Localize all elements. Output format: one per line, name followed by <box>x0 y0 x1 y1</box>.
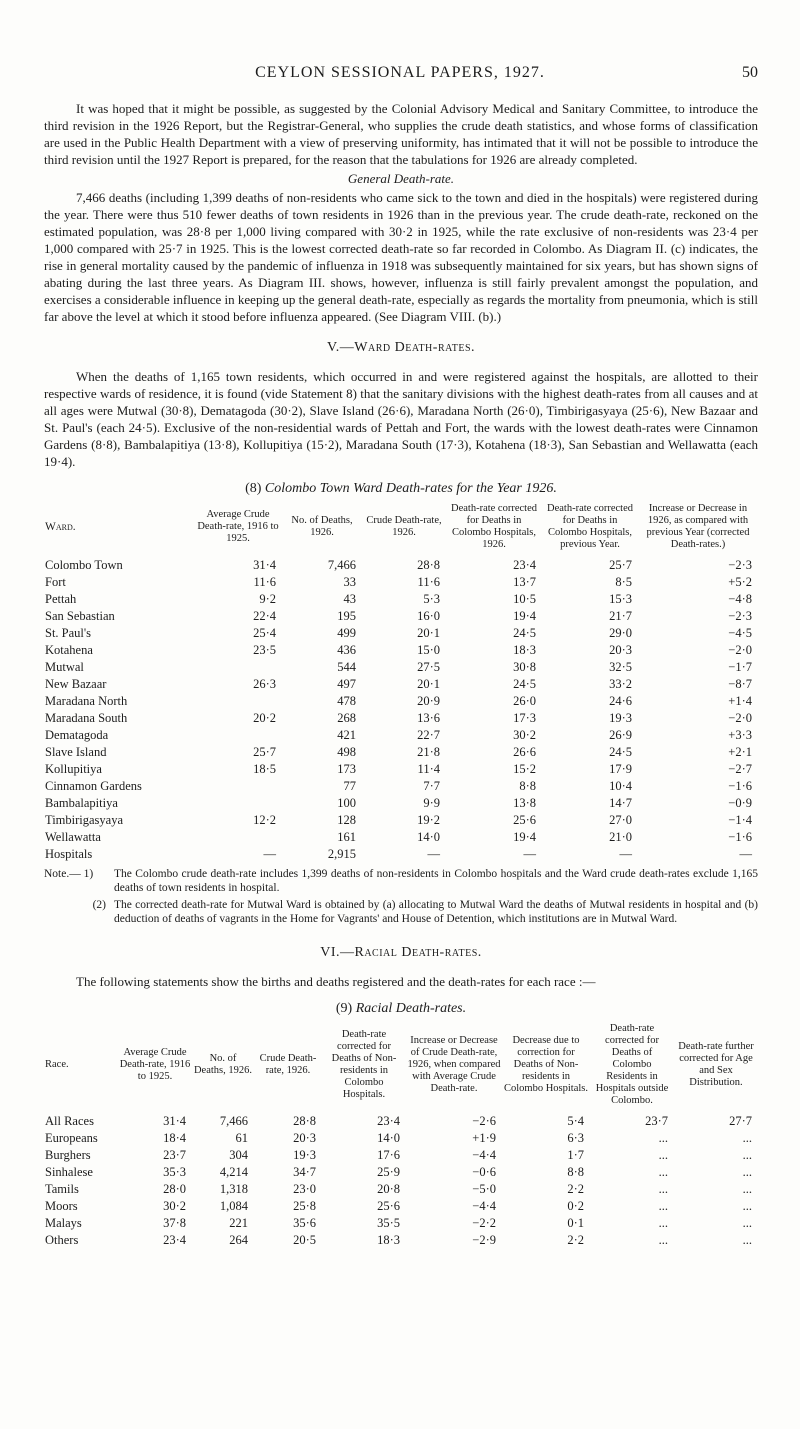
race-header: Race. <box>45 1059 69 1070</box>
correction-decrease: 5·4 <box>567 1114 584 1128</box>
table-row <box>44 846 758 863</box>
crude-rate-1926: 35·6 <box>293 1216 316 1230</box>
age-sex-corrected: ... <box>742 1199 752 1213</box>
corrected-rate-1926: 30·8 <box>513 660 536 674</box>
corrected-rate-prev: 21·7 <box>609 609 632 623</box>
race-table-caption <box>44 1000 758 1017</box>
corrected-rate-1926: 23·4 <box>513 558 536 572</box>
paragraph-racial-intro: The following statements show the births and deaths registered and the death-rates for each race :— <box>76 974 596 989</box>
ward-name: Bambalapitiya <box>45 796 118 810</box>
crude-rate-1926: 7·7 <box>423 779 440 793</box>
deaths-1926: 221 <box>229 1216 248 1230</box>
crude-rate-1926: 5·3 <box>423 592 440 606</box>
crude-rate-1926: 11·4 <box>417 762 440 776</box>
ward-table-number: (8) <box>245 481 262 496</box>
ward-name: San Sebastian <box>45 609 115 623</box>
heading-general-death-rate: General Death-rate. <box>347 171 455 186</box>
crude-rate-1926: 34·7 <box>293 1165 316 1179</box>
race-table-title: Racial Death-rates. <box>355 1001 467 1016</box>
ward-header: Average Crude Death-rate, 1916 to 1925. <box>197 509 279 544</box>
age-sex-corrected: ... <box>742 1182 752 1196</box>
race-name: Europeans <box>45 1131 98 1145</box>
note-1-lead: Note.— 1) <box>44 868 94 880</box>
corrected-rate-1926: 13·7 <box>513 575 536 589</box>
correction-decrease: 2·2 <box>567 1233 584 1247</box>
avg-crude-rate <box>194 778 282 795</box>
deaths-1926: 43 <box>343 592 356 606</box>
corrected-rate-1926: 17·3 <box>513 711 536 725</box>
age-sex-corrected: ... <box>742 1233 752 1247</box>
deaths-1926: 7,466 <box>219 1114 248 1128</box>
corrected-non-residents: 23·4 <box>377 1114 400 1128</box>
race-header: Death-rate further corrected for Age and Sex Distribution. <box>678 1041 754 1088</box>
ward-header: Death-rate corrected for Deaths in Colombo Hospitals, 1926. <box>451 503 537 550</box>
rate-change: −4·8 <box>728 592 752 606</box>
rate-change: +5·2 <box>728 575 752 589</box>
ward-name: Mutwal <box>45 660 84 674</box>
avg-crude-rate: 9·2 <box>259 592 276 606</box>
avg-crude-rate: 22·4 <box>253 609 276 623</box>
table-row <box>44 727 758 744</box>
table-row <box>44 1215 758 1232</box>
crude-rate-1926: 20·5 <box>293 1233 316 1247</box>
table-row <box>44 1181 758 1198</box>
ward-death-rate-table <box>44 503 758 863</box>
table-row <box>44 829 758 846</box>
avg-crude-rate: 30·2 <box>163 1199 186 1213</box>
corrected-rate-prev: 32·5 <box>609 660 632 674</box>
ward-table-title: Colombo Town Ward Death-rates for the Year 1926. <box>264 481 557 496</box>
avg-crude-rate: 37·8 <box>163 1216 186 1230</box>
avg-crude-rate <box>194 829 282 846</box>
race-header: Death-rate corrected for Deaths of Non-residents in Colombo Hospitals. <box>331 1029 397 1100</box>
deaths-1926: 264 <box>229 1233 248 1247</box>
crude-rate-1926: 14·0 <box>417 830 440 844</box>
corrected-rate-prev: 8·5 <box>615 575 632 589</box>
rate-change: −1·4 <box>728 813 752 827</box>
avg-crude-rate: 28·0 <box>163 1182 186 1196</box>
rate-change: −2·6 <box>472 1114 496 1128</box>
deaths-1926: 498 <box>337 745 356 759</box>
rate-change: −2·0 <box>728 711 752 725</box>
corrected-non-residents: 35·5 <box>377 1216 400 1230</box>
avg-crude-rate: 26·3 <box>253 677 276 691</box>
corrected-rate-prev: 10·4 <box>609 779 632 793</box>
rate-change: +3·3 <box>728 728 752 742</box>
corrected-non-residents: 14·0 <box>377 1131 400 1145</box>
correction-decrease: 0·1 <box>567 1216 584 1230</box>
rate-change: −2·9 <box>472 1233 496 1247</box>
ward-name: Cinnamon Gardens <box>45 779 142 793</box>
avg-crude-rate: 11·6 <box>253 575 276 589</box>
paragraph-general-death-rate: 7,466 deaths (including 1,399 deaths of non-residents who came sick to the town and died in the hospitals) were registered during the year. There were thus 510 fewer deaths of town residents in 1926 than in the previous year. The crude death-rate, reckoned on the estimated population, was 28·8 per 1,000 living compared with 30·2 in 1925, while the rate exclusive of non-residents was 23·4 per 1,000 compared with 25·7 in 1925. This is the lowest corrected death-rate so far recorded in Colombo. As Diagram II. (c) indicates, the rise in general mortality caused by the pandemic of influenza in 1918 was subsequently maintained for six years, but has shown signs of abating during the last three years. As Diagram III. shows, however, influenza is still fairly prevalent amongst the population, and exercises a considerable influence in keeping up the general death-rate, especially as regards the mortality from pneumonia, which is still far above the level at which it stood before influenza appeared. (See Diagram VIII. (b).) <box>44 190 758 324</box>
deaths-1926: 161 <box>337 830 356 844</box>
corrected-outside-colombo: ... <box>658 1165 668 1179</box>
crude-rate-1926: 20·1 <box>417 626 440 640</box>
ward-name: Maradana North <box>45 694 128 708</box>
crude-rate-1926: — <box>427 847 440 861</box>
corrected-rate-prev: 24·5 <box>609 745 632 759</box>
corrected-rate-1926: 19·4 <box>513 609 536 623</box>
page-number: 50 <box>742 64 758 81</box>
corrected-rate-1926: 10·5 <box>513 592 536 606</box>
ward-name: Wellawatta <box>45 830 101 844</box>
deaths-1926: 100 <box>337 796 356 810</box>
deaths-1926: 421 <box>337 728 356 742</box>
ward-name: Fort <box>45 575 66 589</box>
avg-crude-rate: 12·2 <box>253 813 276 827</box>
corrected-rate-1926: 30·2 <box>513 728 536 742</box>
correction-decrease: 2·2 <box>567 1182 584 1196</box>
age-sex-corrected: ... <box>742 1131 752 1145</box>
avg-crude-rate: 23·7 <box>163 1148 186 1162</box>
corrected-rate-prev: 25·7 <box>609 558 632 572</box>
crude-rate-1926: 19·3 <box>293 1148 316 1162</box>
crude-rate-1926: 19·2 <box>417 813 440 827</box>
deaths-1926: 478 <box>337 694 356 708</box>
race-name: Sinhalese <box>45 1165 93 1179</box>
corrected-outside-colombo: ... <box>658 1148 668 1162</box>
avg-crude-rate <box>194 795 282 812</box>
crude-rate-1926: 22·7 <box>417 728 440 742</box>
avg-crude-rate: 23·4 <box>163 1233 186 1247</box>
race-name: Moors <box>45 1199 78 1213</box>
ward-header: Increase or Decrease in 1926, as compared with previous Year (corrected Death-rates.) <box>646 503 750 550</box>
crude-rate-1926: 20·3 <box>293 1131 316 1145</box>
avg-crude-rate: 35·3 <box>163 1165 186 1179</box>
corrected-rate-prev: — <box>619 847 632 861</box>
deaths-1926: 499 <box>337 626 356 640</box>
avg-crude-rate <box>194 659 282 676</box>
rate-change: +1·4 <box>728 694 752 708</box>
ward-name: Colombo Town <box>45 558 123 572</box>
table-row <box>44 710 758 727</box>
deaths-1926: 497 <box>337 677 356 691</box>
table-row <box>44 693 758 710</box>
corrected-outside-colombo: ... <box>658 1131 668 1145</box>
deaths-1926: 1,318 <box>219 1182 248 1196</box>
note-1-text: The Colombo crude death-rate includes 1,399 deaths of non-residents in Colombo hospitals and the Ward crude death-rates exclude 1,165 deaths of town residents in hospital. <box>114 868 758 894</box>
table-row <box>44 676 758 693</box>
race-name: Burghers <box>45 1148 91 1162</box>
rate-change: −4·4 <box>472 1148 496 1162</box>
corrected-outside-colombo: ... <box>658 1233 668 1247</box>
rate-change: −2·7 <box>728 762 752 776</box>
paragraph-ward-death-rates: When the deaths of 1,165 town residents, which occurred in and were registered against the hospitals, are allotted to their respective wards of residence, it is found (vide Statement 8) that the sanitary divisions with the highest death-rates from all causes and at all ages were Mutwal (30·8), Dematagoda (30·2), Slave Island (26·6), Maradana North (26·0), Timbirigasyaya (25·6), New Bazaar and St. Paul's (each 24·5). Exclusive of the non-residential wards of Pettah and Fort, the wards with the lowest death-rates were Cinnamon Gardens (8·8), Bambalapitiya (13·8), Kollupitiya (15·2), Maradana South (17·3), Kotahena (18·3), San Sebastian and Wellawatta (each 19·4). <box>44 369 758 469</box>
race-header: Crude Death-rate, 1926. <box>259 1053 317 1076</box>
race-name: Tamils <box>45 1182 79 1196</box>
corrected-outside-colombo: ... <box>658 1216 668 1230</box>
rate-change: −1·6 <box>728 779 752 793</box>
rate-change: +1·9 <box>472 1131 496 1145</box>
crude-rate-1926: 21·8 <box>417 745 440 759</box>
avg-crude-rate: 18·4 <box>163 1131 186 1145</box>
crude-rate-1926: 20·1 <box>417 677 440 691</box>
corrected-non-residents: 17·6 <box>377 1148 400 1162</box>
rate-change: −2·2 <box>472 1216 496 1230</box>
avg-crude-rate: 31·4 <box>163 1114 186 1128</box>
corrected-non-residents: 20·8 <box>377 1182 400 1196</box>
corrected-outside-colombo: ... <box>658 1199 668 1213</box>
ward-header: Crude Death-rate, 1926. <box>366 515 442 538</box>
rate-change: −2·0 <box>728 643 752 657</box>
age-sex-corrected: ... <box>742 1216 752 1230</box>
avg-crude-rate: 18·5 <box>253 762 276 776</box>
table-row <box>44 642 758 659</box>
corrected-rate-1926: 26·0 <box>513 694 536 708</box>
avg-crude-rate <box>194 727 282 744</box>
race-name: Malays <box>45 1216 82 1230</box>
avg-crude-rate <box>194 693 282 710</box>
deaths-1926: 2,915 <box>327 847 356 861</box>
deaths-1926: 544 <box>337 660 356 674</box>
corrected-rate-1926: 8·8 <box>519 779 536 793</box>
corrected-rate-1926: 15·2 <box>513 762 536 776</box>
table-row <box>44 1113 758 1130</box>
race-name: All Races <box>45 1114 94 1128</box>
ward-name: Pettah <box>45 592 77 606</box>
racial-death-rate-table <box>44 1023 758 1249</box>
ward-name: St. Paul's <box>45 626 92 640</box>
corrected-rate-prev: 15·3 <box>609 592 632 606</box>
corrected-rate-prev: 21·0 <box>609 830 632 844</box>
corrected-rate-prev: 19·3 <box>609 711 632 725</box>
corrected-rate-prev: 17·9 <box>609 762 632 776</box>
crude-rate-1926: 9·9 <box>423 796 440 810</box>
deaths-1926: 436 <box>337 643 356 657</box>
rate-change: −1·6 <box>728 830 752 844</box>
ward-name: Slave Island <box>45 745 107 759</box>
ward-name: Maradana South <box>45 711 128 725</box>
rate-change: −4·5 <box>728 626 752 640</box>
deaths-1926: 77 <box>343 779 356 793</box>
deaths-1926: 304 <box>229 1148 248 1162</box>
note-2-text: The corrected death-rate for Mutwal Ward is obtained by (a) allocating to Mutwal Ward the deaths of Mutwal residents in hospital and (b) deduction of deaths of vagrants in the Home for Vagrants' and House of Detention, which institutions are in Mutwal Ward. <box>114 899 758 925</box>
corrected-rate-1926: 24·5 <box>513 677 536 691</box>
rate-change: −2·3 <box>728 558 752 572</box>
ward-name: Timbirigasyaya <box>45 813 124 827</box>
crude-rate-1926: 28·8 <box>417 558 440 572</box>
corrected-rate-1926: 26·6 <box>513 745 536 759</box>
race-header: Increase or Decrease of Crude Death-rate, 1926, when compared with Average Crude Death-rate. <box>407 1035 501 1094</box>
race-header: Death-rate corrected for Deaths of Colombo Residents in Hospitals outside Colombo. <box>595 1023 669 1106</box>
corrected-outside-colombo: 23·7 <box>645 1114 668 1128</box>
avg-crude-rate: — <box>263 847 276 861</box>
rate-change: −1·7 <box>728 660 752 674</box>
table-row <box>44 1232 758 1249</box>
corrected-rate-1926: 25·6 <box>513 813 536 827</box>
note-2-lead: (2) <box>92 899 106 911</box>
rate-change: −2·3 <box>728 609 752 623</box>
deaths-1926: 7,466 <box>327 558 356 572</box>
table-row <box>44 1147 758 1164</box>
deaths-1926: 173 <box>337 762 356 776</box>
corrected-non-residents: 18·3 <box>377 1233 400 1247</box>
corrected-rate-1926: 18·3 <box>513 643 536 657</box>
crude-rate-1926: 20·9 <box>417 694 440 708</box>
ward-header: No. of Deaths, 1926. <box>291 515 353 538</box>
corrected-outside-colombo: ... <box>658 1182 668 1196</box>
ward-header: Death-rate corrected for Deaths in Colombo Hospitals, previous Year. <box>547 503 633 550</box>
ward-name: Hospitals <box>45 847 93 861</box>
age-sex-corrected: 27·7 <box>729 1114 752 1128</box>
deaths-1926: 268 <box>337 711 356 725</box>
ward-name: Kotahena <box>45 643 93 657</box>
crude-rate-1926: 23·0 <box>293 1182 316 1196</box>
table-row <box>44 608 758 625</box>
table-row <box>44 1130 758 1147</box>
ward-name: Kollupitiya <box>45 762 102 776</box>
deaths-1926: 61 <box>235 1131 248 1145</box>
journal-title: CEYLON SESSIONAL PAPERS, 1927. <box>255 64 545 81</box>
deaths-1926: 128 <box>337 813 356 827</box>
correction-decrease: 8·8 <box>567 1165 584 1179</box>
crude-rate-1926: 13·6 <box>417 711 440 725</box>
corrected-rate-prev: 24·6 <box>609 694 632 708</box>
corrected-rate-1926: 24·5 <box>513 626 536 640</box>
deaths-1926: 4,214 <box>219 1165 248 1179</box>
running-head <box>42 64 758 86</box>
corrected-rate-1926: 19·4 <box>513 830 536 844</box>
rate-change: +2·1 <box>728 745 752 759</box>
correction-decrease: 0·2 <box>567 1199 584 1213</box>
crude-rate-1926: 15·0 <box>417 643 440 657</box>
race-table-number: (9) <box>335 1001 353 1016</box>
table-row <box>44 591 758 608</box>
table-row <box>44 744 758 761</box>
table-row <box>44 557 758 574</box>
table-row <box>44 761 758 778</box>
rate-change: −5·0 <box>472 1182 496 1196</box>
ward-name: New Bazaar <box>45 677 107 691</box>
table-row <box>44 1164 758 1181</box>
race-name: Others <box>45 1233 79 1247</box>
deaths-1926: 1,084 <box>219 1199 248 1213</box>
table-row <box>44 659 758 676</box>
deaths-1926: 33 <box>343 575 356 589</box>
rate-change: — <box>739 847 752 861</box>
heading-ward-death-rates: V.—Ward Death-rates. <box>326 340 476 355</box>
correction-decrease: 1·7 <box>567 1148 584 1162</box>
table-row <box>44 574 758 591</box>
correction-decrease: 6·3 <box>567 1131 584 1145</box>
table-row <box>44 778 758 795</box>
ward-name: Dematagoda <box>45 728 109 742</box>
race-header: No. of Deaths, 1926. <box>193 1053 253 1076</box>
corrected-rate-1926: — <box>523 847 536 861</box>
race-header: Decrease due to correction for Deaths of Non-residents in Colombo Hospitals. <box>503 1035 588 1094</box>
table-row <box>44 812 758 829</box>
rate-change: −4·4 <box>472 1199 496 1213</box>
rate-change: −8·7 <box>728 677 752 691</box>
corrected-rate-prev: 33·2 <box>609 677 632 691</box>
corrected-rate-prev: 27·0 <box>609 813 632 827</box>
crude-rate-1926: 28·8 <box>293 1114 316 1128</box>
corrected-rate-prev: 26·9 <box>609 728 632 742</box>
paragraph-third-revision: It was hoped that it might be possible, as suggested by the Colonial Advisory Medical and Sanitary Committee, to introduce the third revision in the 1926 Report, but the Registrar-General, who supplies the crude death statistics, and whose forms of classification are used in the Public Health Department with a view of preserving uniformity, has intimated that it will not be possible to introduce the third revision until the 1927 Report is prepared, for the reason that the tabulations for 1926 are already completed. <box>44 101 758 167</box>
corrected-non-residents: 25·6 <box>377 1199 400 1213</box>
rate-change: −0·9 <box>728 796 752 810</box>
avg-crude-rate: 23·5 <box>253 643 276 657</box>
age-sex-corrected: ... <box>742 1148 752 1162</box>
corrected-rate-prev: 29·0 <box>609 626 632 640</box>
age-sex-corrected: ... <box>742 1165 752 1179</box>
avg-crude-rate: 31·4 <box>253 558 276 572</box>
corrected-non-residents: 25·9 <box>377 1165 400 1179</box>
page-body <box>44 100 758 1249</box>
ward-table-notes <box>44 867 758 926</box>
rate-change: −0·6 <box>472 1165 496 1179</box>
crude-rate-1926: 16·0 <box>417 609 440 623</box>
avg-crude-rate: 25·4 <box>253 626 276 640</box>
table-row <box>44 795 758 812</box>
table-row <box>44 625 758 642</box>
race-header: Average Crude Death-rate, 1916 to 1925. <box>119 1047 191 1082</box>
corrected-rate-prev: 14·7 <box>609 796 632 810</box>
crude-rate-1926: 11·6 <box>417 575 440 589</box>
crude-rate-1926: 25·8 <box>293 1199 316 1213</box>
heading-racial-death-rates: VI.—Racial Death-rates. <box>320 945 482 960</box>
corrected-rate-1926: 13·8 <box>513 796 536 810</box>
avg-crude-rate: 25·7 <box>253 745 276 759</box>
ward-table-caption <box>44 480 758 497</box>
table-row <box>44 1198 758 1215</box>
ward-header: Ward. <box>45 521 76 533</box>
deaths-1926: 195 <box>337 609 356 623</box>
crude-rate-1926: 27·5 <box>417 660 440 674</box>
avg-crude-rate: 20·2 <box>253 711 276 725</box>
corrected-rate-prev: 20·3 <box>609 643 632 657</box>
